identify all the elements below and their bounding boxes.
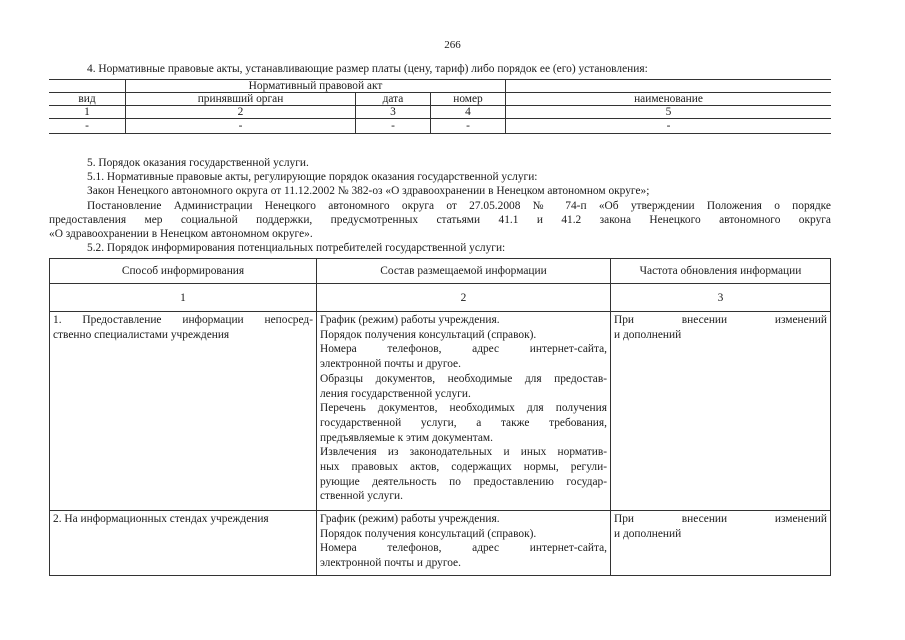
info-line: Номера телефонов, адрес интернет-сайта, <box>320 542 607 555</box>
table-row <box>50 312 831 511</box>
decree-reference-line3: «О здравоохранении в Ненецком автономном округе». <box>49 228 313 240</box>
section-5-heading: 5. Порядок оказания государственной услуги. <box>87 157 309 169</box>
info-line: ления государственной услуги. <box>320 387 471 400</box>
info-line: государственной услуги, а также требования, <box>320 416 607 429</box>
info-line: График (режим) работы учреждения. <box>320 513 500 525</box>
info-line: Извлечения из законодательных и иных норматив- <box>320 446 607 459</box>
info-line: электронной почты и другое. <box>320 557 461 570</box>
info-line: Перечень документов, необходимых для получения <box>320 402 607 415</box>
info-line: рующие деятельность по предоставлению государ- <box>320 475 607 488</box>
table1-col-number: 1 <box>49 106 126 119</box>
law-reference: Закон Ненецкого автономного округа от 11.12.2002 № 382-оз «О здравоохранении в Ненецком автономном округе»; <box>87 185 650 197</box>
table2-col-number: 3 <box>611 284 831 312</box>
table1-cell: - <box>506 119 832 134</box>
table2-col-header: Способ информирования <box>50 259 317 284</box>
table1-cell: - <box>49 119 126 134</box>
method-text: ственно специалистами учреждения <box>53 328 230 341</box>
table1-cell: - <box>126 119 356 134</box>
info-line: Порядок получения консультаций (справок). <box>320 328 537 341</box>
table1-col-number: 4 <box>431 106 506 119</box>
info-content-cell <box>317 312 611 511</box>
info-line: График (режим) работы учреждения. <box>320 314 500 326</box>
table1-cell: - <box>431 119 506 134</box>
info-line: Номера телефонов, адрес интернет-сайта, <box>320 343 607 356</box>
method-cell <box>50 511 317 576</box>
table1-col-number: 2 <box>126 106 356 119</box>
decree-reference-line1: Постановление Администрации Ненецкого автономного округа от 27.05.2008 № 74-п «Об утверждении Положения о порядке <box>87 200 831 212</box>
table1-col-header: наименование <box>506 93 832 106</box>
table1-group-header: Нормативный правовой акт <box>126 80 506 93</box>
table1-col-header: вид <box>49 93 126 106</box>
info-line: электронной почты и другое. <box>320 358 461 371</box>
table1-empty-corner-right <box>506 80 832 93</box>
table1-col-header: дата <box>356 93 431 106</box>
method-text: 1. Предоставление информации непосред- <box>53 314 313 326</box>
info-line: предъявляемые к этим документам. <box>320 431 493 444</box>
table1-col-number: 5 <box>506 106 832 119</box>
informing-table <box>49 258 831 576</box>
info-line: ных правовых актов, содержащих нормы, регули- <box>320 461 607 474</box>
frequency-text: При внесении изменений <box>614 314 827 326</box>
table1-cell: - <box>356 119 431 134</box>
table-row <box>50 511 831 576</box>
table1-empty-corner <box>49 80 126 93</box>
frequency-cell <box>611 511 831 576</box>
table2-col-header: Частота обновления информации <box>611 259 831 284</box>
table1-col-header: принявший орган <box>126 93 356 106</box>
frequency-text: При внесении изменений <box>614 513 827 525</box>
tariff-acts-table <box>49 79 831 134</box>
table2-col-header: Состав размещаемой информации <box>317 259 611 284</box>
frequency-cell <box>611 312 831 511</box>
info-line: ственной услуги. <box>320 490 403 503</box>
method-text: 2. На информационных стендах учреждения <box>53 513 269 525</box>
page-number: 266 <box>444 39 461 51</box>
info-line: Образцы документов, необходимые для предостав- <box>320 372 607 385</box>
section-5-2-heading: 5.2. Порядок информирования потенциальных потребителей государственной услуги: <box>87 242 506 254</box>
frequency-text: и дополнений <box>614 328 682 341</box>
table2-col-number: 2 <box>317 284 611 312</box>
info-content-cell <box>317 511 611 576</box>
method-cell <box>50 312 317 511</box>
frequency-text: и дополнений <box>614 527 682 540</box>
section-4-heading: 4. Нормативные правовые акты, устанавливающие размер платы (цену, тариф) либо порядок ее (его) установления: <box>87 63 648 75</box>
table1-col-number: 3 <box>356 106 431 119</box>
section-5-1-heading: 5.1. Нормативные правовые акты, регулирующие порядок оказания государственной услуги: <box>87 171 538 183</box>
info-line: Порядок получения консультаций (справок). <box>320 527 537 540</box>
table1-col-header: номер <box>431 93 506 106</box>
decree-reference-line2: предоставления мер социальной поддержки, предусмотренных статьями 41.1 и 41.2 закона Ненецкого автономного округа <box>49 214 831 226</box>
table2-col-number: 1 <box>50 284 317 312</box>
